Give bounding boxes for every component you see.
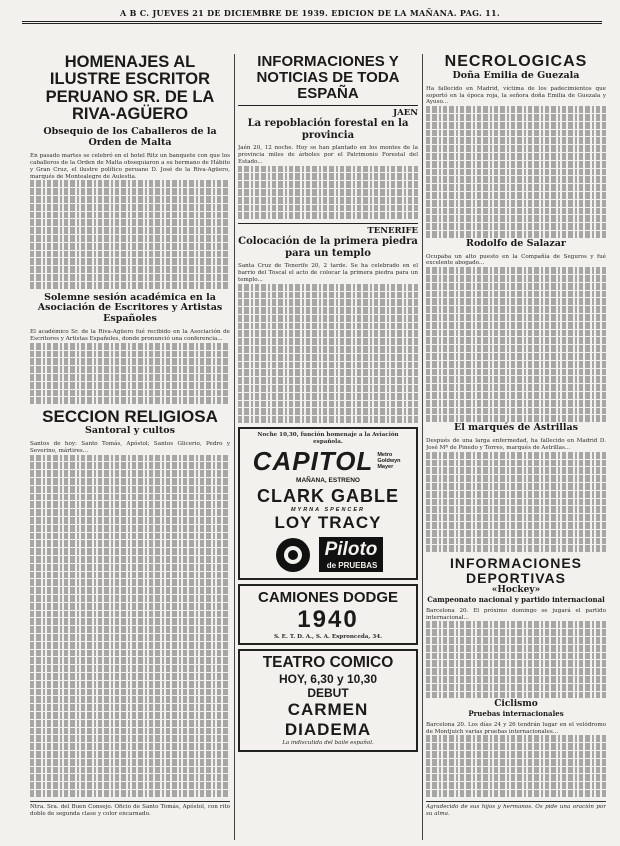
teatro-time: HOY, 6,30 y 10,30 xyxy=(278,672,378,687)
ad-capitol xyxy=(238,427,418,580)
sport-ciclismo: Ciclismo xyxy=(494,699,538,710)
place-jaen: JAEN xyxy=(238,105,418,118)
ad-capitol-when: MAÑANA, ESTRENO xyxy=(296,476,360,484)
story-marques-astrillas: Después de una larga enfermedad, ha fallecido en Madrid D. José Mª de Pinedo y Torres, marqués de Astrillas... xyxy=(426,438,606,451)
note-agradecido: Agradecido de sus hijos y hermanos. Os pide una oración por su alma. xyxy=(426,801,606,818)
ad-teatro-comico xyxy=(238,649,418,752)
section-religiosa: SECCION RELIGIOSA xyxy=(42,407,218,427)
text-block xyxy=(238,166,418,220)
place-tenerife: TENERIFE xyxy=(238,223,418,236)
text-block xyxy=(30,455,230,797)
subhead-repoblacion: La repoblación forestal en la provincia xyxy=(247,118,409,141)
headline-informaciones: INFORMACIONES Y NOTICIAS DE TODA ESPAÑA xyxy=(256,54,400,102)
text-block xyxy=(426,735,606,796)
header-rule xyxy=(22,21,602,22)
text-block xyxy=(30,343,230,404)
subhead-sesion-academica: Solemne sesión académica en la Asociación de Escritores y Artistas Españoles xyxy=(37,291,223,325)
dodge-year: 1940 xyxy=(297,605,359,633)
column-2 xyxy=(238,54,418,756)
headline-riva-aguero: HOMENAJES AL ILUSTRE ESCRITOR PERUANO SR. DE LA RIVA-AGÜERO xyxy=(45,54,215,123)
dodge-dealer: S. E. T. D. A., S. A. Espronceda, 34. xyxy=(273,633,383,640)
ad-dodge xyxy=(238,584,418,646)
note-bottom: Ntra. Sra. del Buen Consejo. Oficio de Santo Tomás, Apóstol, con rito doble de segunda clase y color encarnado. xyxy=(30,801,230,818)
text-block xyxy=(426,267,606,422)
header-rule-2 xyxy=(22,23,602,24)
section-deportivas: INFORMACIONES DEPORTIVAS xyxy=(450,555,582,586)
teatro-caption: La indiscutida del baile español. xyxy=(282,740,374,747)
sport-hockey-sub: Campeonato nacional y partido internacional xyxy=(427,594,605,604)
text-block xyxy=(426,452,606,552)
capitol-logo: CAPITOL xyxy=(252,445,374,476)
name-rodolfo-salazar: Rodolfo de Salazar xyxy=(466,237,566,249)
text-block xyxy=(426,106,606,238)
story-orden-malta: En pasado martes se celebró en el hotel Ritz un banquete con que los caballeros de la Orden de Malta obsequiaron a su hermano de Hábito y Gran Cruz, el ilustre político peruano D. José de la Riva-Agüero, marqués de Montealegre de Aulestia. xyxy=(30,153,230,180)
film-title-piloto: Piloto xyxy=(324,539,378,561)
dodge-title: CAMIONES DODGE xyxy=(257,588,398,606)
text-block xyxy=(426,621,606,698)
story-ciclismo: Barcelona 20. Los días 24 y 26 tendrán lugar en el velódromo de Montjuich varias pruebas internacionales... xyxy=(426,721,606,735)
name-emilia-guezala: Doña Emilia de Guezala xyxy=(452,69,580,81)
story-hockey: Barcelona 20. El próximo domingo se jugará el partido internacional... xyxy=(426,607,606,621)
story-colocacion: Santa Cruz de Tenerife 20, 2 tarde. Se ha celebrado en el barrio del Toscal el acto de colocar la primera piedra para un templo... xyxy=(238,263,418,283)
actors-loy-tracy: LOY TRACY xyxy=(274,512,382,532)
subhead-santoral: Santoral y cultos xyxy=(85,425,175,437)
mgm-tag: Metro Goldwyn Mayer xyxy=(377,452,401,471)
ad-capitol-line: Noche 10,30, función homenaje a la Aviación española. xyxy=(257,432,399,445)
name-marques-astrillas: El marqués de Astrillas xyxy=(453,422,579,434)
text-block xyxy=(30,180,230,288)
headline-necrologicas: NECROLOGICAS xyxy=(444,54,588,70)
actor-clark-gable: CLARK GABLE xyxy=(257,485,399,506)
subhead-orden-malta: Obsequio de los Caballeros de la Orden de Malta xyxy=(43,126,217,149)
column-1 xyxy=(30,54,230,817)
sport-ciclismo-sub: Pruebas internacionales xyxy=(468,708,564,718)
propeller-plane-icon xyxy=(273,535,313,575)
column-3 xyxy=(426,54,606,817)
teatro-debut: DEBUT xyxy=(307,686,349,701)
ad-cast: MYRNA SPENCER xyxy=(290,506,366,513)
story-emilia-guezala: Ha fallecido en Madrid, víctima de los padecimientos que soportó en la época roja, la señora doña Emilia de Guezala y Ayuso... xyxy=(426,85,606,106)
film-title-box xyxy=(319,537,384,572)
sport-hockey: «Hockey» xyxy=(491,585,541,596)
story-santoral: Santos de hoy: Santo Tomás, Apóstol; Santos Glicerio, Pedro y Severino, mártires... xyxy=(30,441,230,454)
story-sesion-academica: El académico Sr. de la Riva-Agüero fué recibido en la Asociación de Escritores y Artistas Españoles, donde pronunció una conferencia... xyxy=(30,329,230,343)
page-header: A B C. JUEVES 21 DE DICIEMBRE DE 1939. EDICION DE LA MAÑANA. PAG. 11. xyxy=(120,8,500,18)
teatro-title: TEATRO COMICO xyxy=(262,654,394,672)
text-block xyxy=(238,284,418,423)
story-repoblacion: Jaén 20, 12 noche. Hoy se han plantado en los montes de la provincia miles de árboles por el Patrimonio Forestal del Estado... xyxy=(238,145,418,165)
teatro-artist: CARMEN DIADEMA xyxy=(284,700,372,740)
subhead-colocacion: Colocación de la primera piedra para un templo xyxy=(238,236,418,259)
film-title-pruebas: de PRUEBAS xyxy=(326,561,378,571)
column-divider xyxy=(234,54,235,840)
column-divider xyxy=(422,54,423,840)
story-rodolfo-salazar: Ocupaba un alto puesto en la Compañía de Seguros y fué excelente abogado... xyxy=(426,253,606,267)
